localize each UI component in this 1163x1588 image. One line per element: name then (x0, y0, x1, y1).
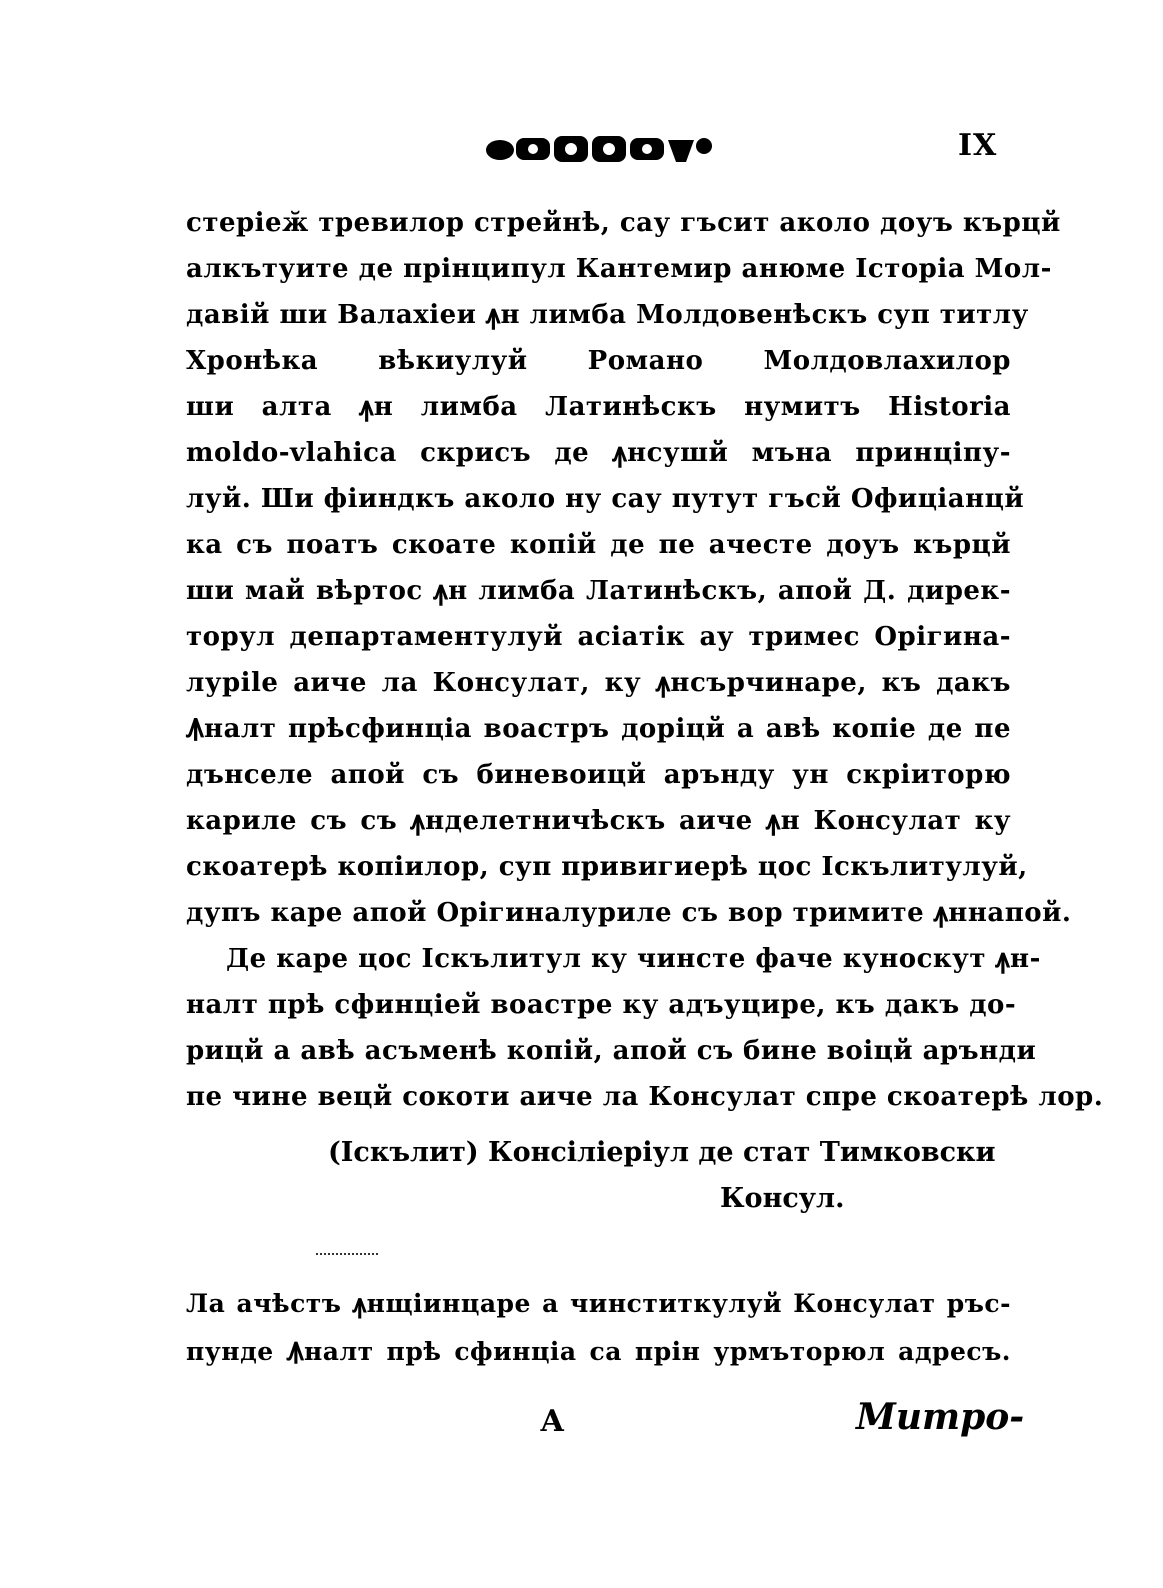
closing-note (186, 1280, 1011, 1376)
text-line: лурile аиче ла Консулат, ку ꙟнсърчинаре, къ дакъ (186, 668, 1011, 698)
signature-name-line: (Іскълит) Консіліеріул де стат Тимковски (328, 1137, 996, 1168)
text-line: дънселе апой съ биневоицй арънду ун скріиторю (186, 760, 1011, 790)
text-line: Де каре цос Іскълитул ку чинсте фаче куноскут ꙟн- (226, 944, 1041, 974)
text-line: налт прѣ сфинціей воастре ку адъуцире, къ дакъ до- (186, 990, 1017, 1020)
text-line: рицй а авѣ асъменѣ копій, апой съ бине воіцй арънди (186, 1036, 1037, 1066)
text-line: торул департаментулуй асіатік ау тримес Орігина- (186, 622, 1011, 652)
text-line: стеріеӂ тревилор стрейнѣ, сау гъсит аколо доуъ кърцй (186, 208, 1061, 238)
text-line: пе чине вецй сокоти аиче ла Консулат спре скоатерѣ лор. (186, 1082, 1104, 1112)
signature-block (328, 1130, 1011, 1222)
signature-mark: А (540, 1404, 565, 1439)
main-text-block (186, 200, 1104, 1120)
text-line: алкътуите де прінципул Кантемир анюме Історіа Мол- (186, 254, 1052, 284)
text-line: Хронѣка вѣкиулуй Романо Молдовлахилор (186, 346, 1011, 376)
text-line: скоатерѣ копіилор, суп привигиерѣ цос Іскълитулуй, (186, 852, 1028, 882)
text-line: ши алта ꙟн лимба Латинѣскъ нумитъ Historia (186, 392, 1011, 422)
text-line: дупъ каре апой Орігиналуриле съ вор тримите ꙟннапой. (186, 898, 1072, 928)
catchword: Митро- (856, 1396, 1025, 1438)
text-line: луй. Ши фіиндкъ аколо ну сау путут гъсй Офицiанцй (186, 484, 1025, 514)
text-line: ши май вѣртос ꙟн лимба Латинѣскъ, апой Д. дирек- (186, 576, 1011, 606)
text-line: ка съ поатъ скоате копій де пе ачесте доуъ кърцй (186, 530, 1011, 560)
section-divider (316, 1253, 378, 1255)
text-line: давій ши Валахіеи ꙟн лимба Молдовенѣскъ суп титлу (186, 300, 1029, 330)
page-number: IX (958, 128, 998, 163)
note-line: Ла ачѣстъ ꙟнщіинцаре а чинститкулуй Консулат ръс- (186, 1289, 1011, 1318)
text-line: кариле съ съ ꙟнделетничѣскъ аиче ꙟн Консулат ку (186, 806, 1011, 836)
headpiece-ornament-icon (480, 128, 720, 168)
note-line: пунде Ꙟналт прѣ сфинціа са прін урмъторюл адресъ. (186, 1337, 1011, 1366)
text-line: Ꙟналт прѣсфинціа воастръ доріцй а авѣ копіе де пе (186, 714, 1011, 744)
signature-title-line: Консул. (720, 1183, 845, 1214)
text-line: moldo-vlahica скрисъ де ꙟнсушй мъна принціпу- (186, 438, 1011, 468)
